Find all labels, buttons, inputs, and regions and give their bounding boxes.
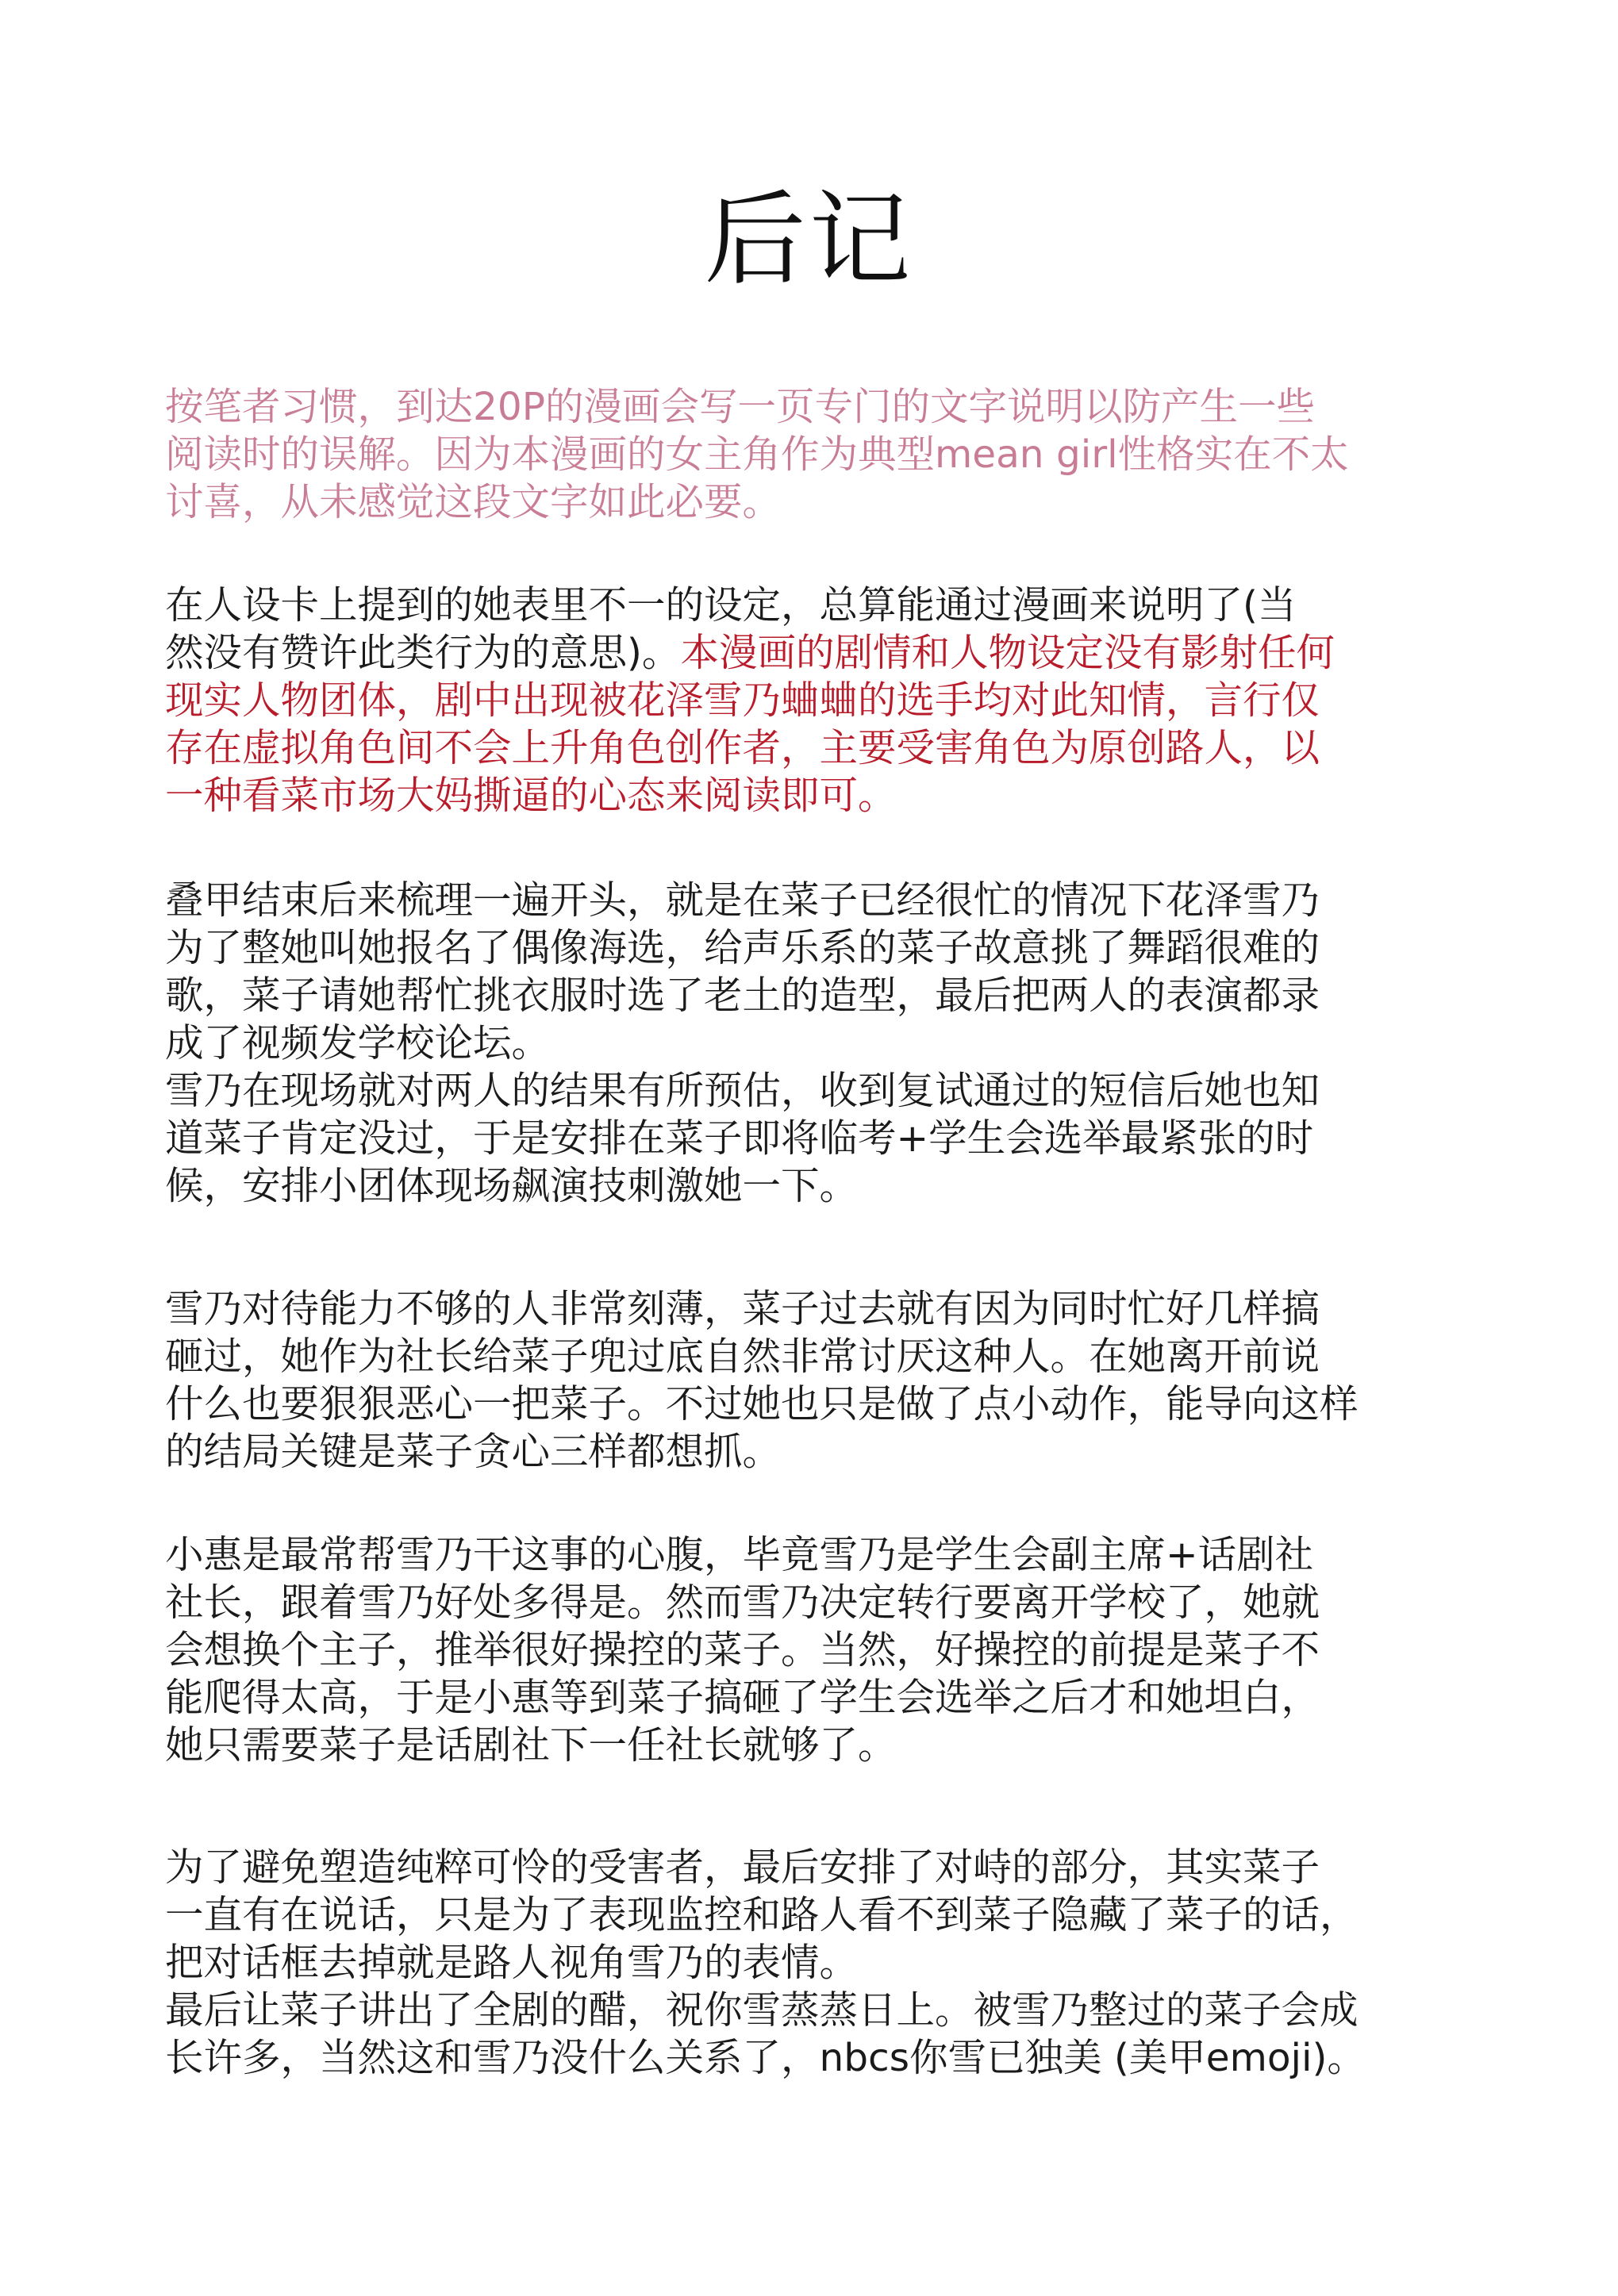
text-segment: 成了视频发学校论坛。 [165, 1021, 551, 1065]
text-segment: 社长，跟着雪乃好处多得是。然而雪乃决定转行要离开学校了，她就 [165, 1580, 1320, 1625]
paragraph-plot-summary [165, 877, 1466, 1210]
paragraph-disclaimer-setting [165, 582, 1466, 820]
page-title: 后记 [704, 181, 914, 299]
text-line [165, 1987, 1466, 2034]
text-line [165, 1019, 1466, 1067]
text-line [165, 1939, 1466, 1987]
text-segment: 在人设卡上提到的她表里不一的设定，总算能通过漫画来说明了(当 [165, 583, 1297, 628]
text-line [165, 1722, 1466, 1769]
text-line [165, 1333, 1466, 1380]
text-line [165, 383, 1466, 431]
text-line [165, 1844, 1466, 1891]
text-line [165, 772, 1466, 820]
text-segment: 什么也要狠狠恶心一把菜子。不过她也只是做了点小动作，能导向这样 [165, 1382, 1359, 1426]
text-segment: 雪乃对待能力不够的人非常刻薄，菜子过去就有因为同时忙好几样搞 [165, 1287, 1320, 1331]
text-line [165, 1531, 1466, 1579]
text-segment: 歌，菜子请她帮忙挑衣服时选了老土的造型，最后把两人的表演都录 [165, 973, 1320, 1018]
text-line [165, 478, 1466, 526]
text-line [165, 2034, 1466, 2082]
paragraph-yukino-motive [165, 1285, 1466, 1476]
text-segment: 雪乃在现场就对两人的结果有所预估，收到复试通过的短信后她也知 [165, 1069, 1320, 1113]
text-line [165, 677, 1466, 724]
text-segment: 的结局关键是菜子贪心三样都想抓。 [165, 1430, 782, 1474]
text-segment: 讨喜，从未感觉这段文字如此必要。 [165, 480, 782, 524]
text-line [165, 1891, 1466, 1939]
text-line [165, 582, 1466, 629]
text-segment: 把对话框去掉就是路人视角雪乃的表情。 [165, 1941, 859, 1985]
text-segment: 叠甲结束后来梳理一遍开头，就是在菜子已经很忙的情况下花泽雪乃 [165, 878, 1320, 923]
text-segment: 最后让菜子讲出了全剧的醋，祝你雪蒸蒸日上。被雪乃整过的菜子会成 [165, 1988, 1359, 2033]
text-line [165, 924, 1466, 972]
paragraph-xiaohui [165, 1531, 1466, 1769]
text-line [165, 1626, 1466, 1674]
text-line [165, 1428, 1466, 1476]
text-line [165, 1067, 1466, 1115]
text-line [165, 1285, 1466, 1333]
text-segment: 她只需要菜子是话剧社下一任社长就够了。 [165, 1723, 897, 1768]
text-segment: 存在虚拟角色间不会上升角色创作者，主要受害角色为原创路人，以 [165, 726, 1320, 770]
text-line [165, 877, 1466, 924]
text-segment: 小惠是最常帮雪乃干这事的心腹，毕竟雪乃是学生会副主席+话剧社 [165, 1533, 1314, 1577]
text-segment: 本漫画的剧情和人物设定没有影射任何 [680, 631, 1335, 675]
text-segment: 一直有在说话，只是为了表现监控和路人看不到菜子隐藏了菜子的话， [165, 1893, 1359, 1937]
text-segment: 阅读时的误解。因为本漫画的女主角作为典型mean girl性格实在不太 [165, 432, 1349, 477]
text-segment: 候，安排小团体现场飙演技刺激她一下。 [165, 1164, 859, 1208]
paragraph-ending [165, 1844, 1466, 2082]
text-segment: 道菜子肯定没过，于是安排在菜子即将临考+学生会选举最紧张的时 [165, 1116, 1314, 1161]
text-line [165, 1380, 1466, 1428]
paragraph-disclaimer-intro [165, 383, 1466, 526]
text-line [165, 724, 1466, 772]
text-segment: 为了整她叫她报名了偶像海选，给声乐系的菜子故意挑了舞蹈很难的 [165, 926, 1320, 970]
text-segment: 砸过，她作为社长给菜子兜过底自然非常讨厌这种人。在她离开前说 [165, 1334, 1320, 1379]
text-segment: 然没有赞许此类行为的意思)。 [165, 631, 681, 675]
text-line [165, 629, 1466, 677]
text-segment: 现实人物团体，剧中出现被花泽雪乃蛐蛐的选手均对此知情，言行仅 [165, 678, 1320, 723]
text-line [165, 972, 1466, 1019]
text-segment: 一种看菜市场大妈撕逼的心态来阅读即可。 [165, 774, 897, 818]
text-line [165, 1674, 1466, 1722]
text-segment: 按笔者习惯，到达20P的漫画会写一页专门的文字说明以防产生一些 [165, 385, 1315, 429]
text-segment: 长许多，当然这和雪乃没什么关系了，nbcs你雪已独美 (美甲emoji)。 [165, 2036, 1366, 2080]
text-segment: 会想换个主子，推举很好操控的菜子。当然，好操控的前提是菜子不 [165, 1628, 1320, 1672]
text-line [165, 431, 1466, 478]
text-segment: 为了避免塑造纯粹可怜的受害者，最后安排了对峙的部分，其实菜子 [165, 1845, 1320, 1890]
text-segment: 能爬得太高，于是小惠等到菜子搞砸了学生会选举之后才和她坦白， [165, 1676, 1320, 1720]
text-line [165, 1579, 1466, 1626]
text-line [165, 1115, 1466, 1162]
text-line [165, 1162, 1466, 1210]
